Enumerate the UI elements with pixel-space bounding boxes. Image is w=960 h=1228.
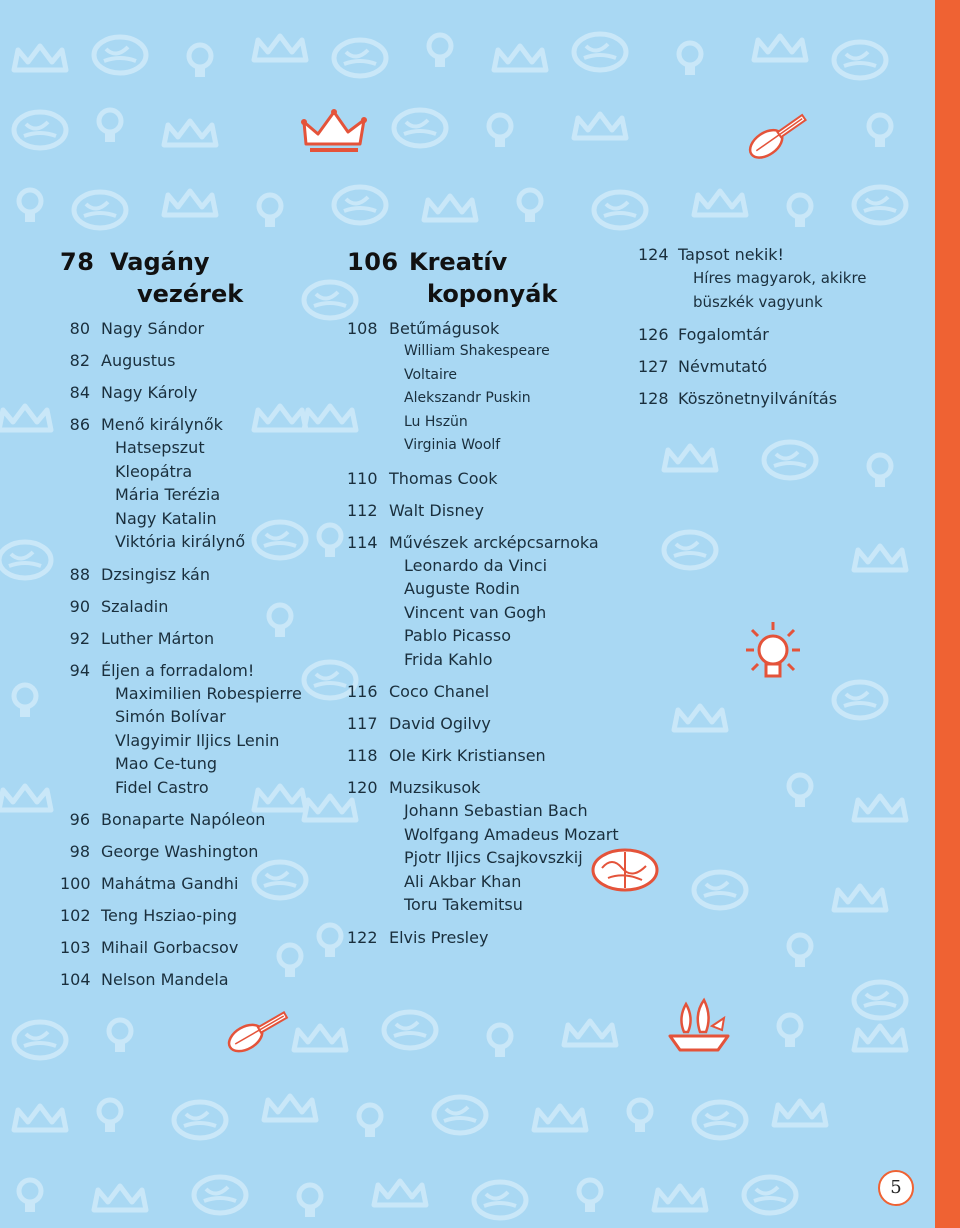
toc-entry[interactable] bbox=[347, 468, 637, 490]
section-title-line-2: koponyák bbox=[427, 280, 558, 308]
toc-entry[interactable] bbox=[60, 841, 330, 863]
ship-icon bbox=[664, 996, 734, 1054]
entry-page: 122 bbox=[347, 927, 378, 947]
entry-title: Mahátma Gandhi bbox=[101, 874, 239, 893]
entry-title: Köszönetnyilvánítás bbox=[678, 389, 838, 408]
entry-page: 98 bbox=[69, 842, 90, 861]
toc-entry[interactable] bbox=[60, 350, 330, 372]
toc-entry[interactable] bbox=[638, 324, 878, 346]
pattern-row-3 bbox=[19, 187, 906, 228]
entry-title: Nelson Mandela bbox=[101, 970, 229, 989]
entry-title: Thomas Cook bbox=[389, 468, 498, 488]
section-header bbox=[60, 246, 330, 308]
crown-icon bbox=[300, 108, 370, 156]
entry-subitem: Pablo Picasso bbox=[404, 626, 512, 645]
entry-title: Nagy Sándor bbox=[101, 319, 205, 338]
toc-entry[interactable] bbox=[347, 681, 637, 703]
entry-subitem: Ali Akbar Khan bbox=[404, 871, 522, 891]
toc-entry[interactable] bbox=[60, 318, 330, 340]
entry-page: 116 bbox=[347, 682, 378, 701]
entry-title: Tapsot nekik! bbox=[678, 245, 784, 264]
entry-subitem: Kleopátra bbox=[115, 461, 193, 481]
entry-title: Bonaparte Napóleon bbox=[101, 810, 266, 829]
entry-subitem: Hatsepszut bbox=[115, 438, 205, 457]
entry-title: George Washington bbox=[101, 842, 259, 861]
entry-page: 92 bbox=[69, 628, 90, 648]
entry-page: 102 bbox=[60, 906, 91, 925]
toc-entry[interactable] bbox=[60, 809, 330, 831]
violin-icon bbox=[738, 110, 814, 164]
entry-subitem: Mao Ce-tung bbox=[115, 754, 217, 773]
entry-page: 112 bbox=[347, 500, 378, 520]
entry-subitem: Auguste Rodin bbox=[404, 579, 520, 598]
toc-entry[interactable] bbox=[60, 937, 330, 959]
entry-subitem: Nagy Katalin bbox=[115, 508, 217, 528]
entry-title: Szaladin bbox=[101, 596, 169, 616]
toc-entry[interactable] bbox=[60, 564, 330, 586]
entry-subitem: Leonardo da Vinci bbox=[404, 555, 548, 575]
entry-list bbox=[347, 318, 637, 949]
entry-subitem: Pjotr Iljics Csajkovszkij bbox=[404, 848, 583, 867]
toc-entry[interactable] bbox=[638, 356, 878, 378]
section-title-line-2: vezérek bbox=[137, 280, 244, 308]
entry-page: 84 bbox=[69, 383, 90, 402]
entry-page: 114 bbox=[347, 532, 378, 552]
entry-title: Művészek arcképcsarnoka bbox=[389, 532, 599, 552]
entry-page: 103 bbox=[60, 938, 91, 957]
entry-page: 118 bbox=[347, 746, 378, 765]
entry-title: Muzsikusok bbox=[389, 778, 481, 797]
entry-title: Teng Hsziao-ping bbox=[101, 906, 238, 925]
pattern-row-1 bbox=[14, 34, 886, 78]
entry-page: 108 bbox=[347, 319, 378, 338]
toc-entry[interactable] bbox=[347, 927, 637, 949]
toc-entry[interactable] bbox=[60, 905, 330, 927]
section-page-number: 106 bbox=[347, 248, 399, 276]
entry-subitem: Viktória királynő bbox=[115, 532, 246, 551]
section-title-line-1: Vagány bbox=[110, 248, 210, 276]
entry-page: 100 bbox=[60, 874, 91, 893]
entry-subitem: büszkék vagyunk bbox=[693, 293, 823, 311]
entry-title: Névmutató bbox=[678, 357, 768, 376]
entry-subitem: Toru Takemitsu bbox=[404, 895, 523, 914]
entry-subitem: Johann Sebastian Bach bbox=[404, 801, 588, 820]
toc-entry[interactable] bbox=[347, 318, 637, 458]
entry-page: 90 bbox=[69, 596, 90, 616]
entry-subitem: Alekszandr Puskin bbox=[404, 390, 531, 406]
entry-title: Walt Disney bbox=[389, 500, 484, 520]
toc-entry[interactable] bbox=[347, 532, 637, 672]
column-appendix bbox=[638, 244, 878, 420]
section-title-line-1: Kreatív bbox=[409, 248, 508, 276]
toc-entry[interactable] bbox=[347, 500, 637, 522]
column-vagany-vezerek bbox=[60, 246, 330, 1001]
entry-title: Augustus bbox=[101, 351, 176, 370]
entry-page: 82 bbox=[69, 351, 90, 370]
entry-title: Fogalomtár bbox=[678, 325, 769, 344]
entry-subitem: Vlagyimir Iljics Lenin bbox=[115, 730, 280, 750]
entry-page: 88 bbox=[69, 564, 90, 584]
entry-title: Nagy Károly bbox=[101, 383, 198, 402]
toc-entry[interactable] bbox=[638, 244, 878, 314]
toc-entry[interactable] bbox=[60, 414, 330, 554]
entry-page: 86 bbox=[69, 415, 90, 434]
entry-page: 80 bbox=[69, 319, 90, 338]
entry-title: Ole Kirk Kristiansen bbox=[389, 746, 546, 765]
pattern-bottom-rows bbox=[14, 1012, 906, 1218]
entry-title: Luther Márton bbox=[101, 628, 215, 648]
page-number-badge: 5 bbox=[878, 1170, 914, 1206]
entry-subitem: Vincent van Gogh bbox=[404, 602, 547, 622]
entry-subitem: Simón Bolívar bbox=[115, 707, 226, 726]
section-header bbox=[347, 246, 637, 308]
entry-title: Mihail Gorbacsov bbox=[101, 938, 239, 957]
entry-subitem: Mária Terézia bbox=[115, 485, 221, 504]
toc-entry[interactable] bbox=[638, 388, 878, 410]
entry-title: Éljen a forradalom! bbox=[101, 660, 255, 680]
entry-page: 104 bbox=[60, 970, 91, 989]
entry-title: Betűmágusok bbox=[389, 319, 500, 338]
toc-entry[interactable] bbox=[60, 628, 330, 650]
toc-entry[interactable] bbox=[60, 382, 330, 404]
toc-entry[interactable] bbox=[60, 969, 330, 991]
entry-list bbox=[60, 318, 330, 991]
entry-subitem: Fidel Castro bbox=[115, 777, 209, 797]
entry-title: Elvis Presley bbox=[389, 927, 489, 947]
lightbulb-icon bbox=[738, 618, 808, 692]
entry-subitem: Wolfgang Amadeus Mozart bbox=[404, 824, 619, 844]
entry-title: Dzsingisz kán bbox=[101, 564, 210, 584]
entry-page: 127 bbox=[638, 357, 669, 376]
entry-page: 110 bbox=[347, 468, 378, 488]
entry-subitem: Voltaire bbox=[404, 366, 457, 383]
toc-entry[interactable] bbox=[60, 873, 330, 895]
entry-page: 124 bbox=[638, 245, 669, 264]
entry-subitem: William Shakespeare bbox=[404, 343, 550, 359]
entry-subitem: Lu Hszün bbox=[404, 413, 468, 430]
entry-page: 117 bbox=[347, 714, 378, 733]
column-kreativ-koponyak bbox=[347, 246, 637, 959]
entry-subitem: Frida Kahlo bbox=[404, 649, 493, 669]
violin-icon-2 bbox=[218, 1005, 294, 1059]
entry-title: Coco Chanel bbox=[389, 682, 490, 701]
toc-entry[interactable] bbox=[60, 660, 330, 800]
orange-edge-stripe bbox=[935, 0, 960, 1228]
entry-title: David Ogilvy bbox=[389, 714, 491, 733]
entry-page: 120 bbox=[347, 778, 378, 797]
entry-subitem: Maximilien Robespierre bbox=[115, 683, 302, 703]
entry-page: 128 bbox=[638, 389, 669, 408]
pattern-column-right bbox=[664, 442, 906, 1018]
entry-page: 96 bbox=[69, 810, 90, 829]
toc-entry[interactable] bbox=[347, 745, 637, 767]
entry-page: 94 bbox=[69, 660, 90, 680]
entry-page: 126 bbox=[638, 325, 669, 344]
entry-subitem: Híres magyarok, akikre bbox=[693, 269, 867, 287]
toc-entry[interactable] bbox=[347, 713, 637, 735]
toc-entry[interactable] bbox=[60, 596, 330, 618]
toc-entry[interactable] bbox=[347, 777, 637, 917]
entry-title: Menő királynők bbox=[101, 415, 223, 434]
section-page-number: 78 bbox=[60, 248, 95, 276]
entry-subitem: Virginia Woolf bbox=[404, 437, 501, 453]
